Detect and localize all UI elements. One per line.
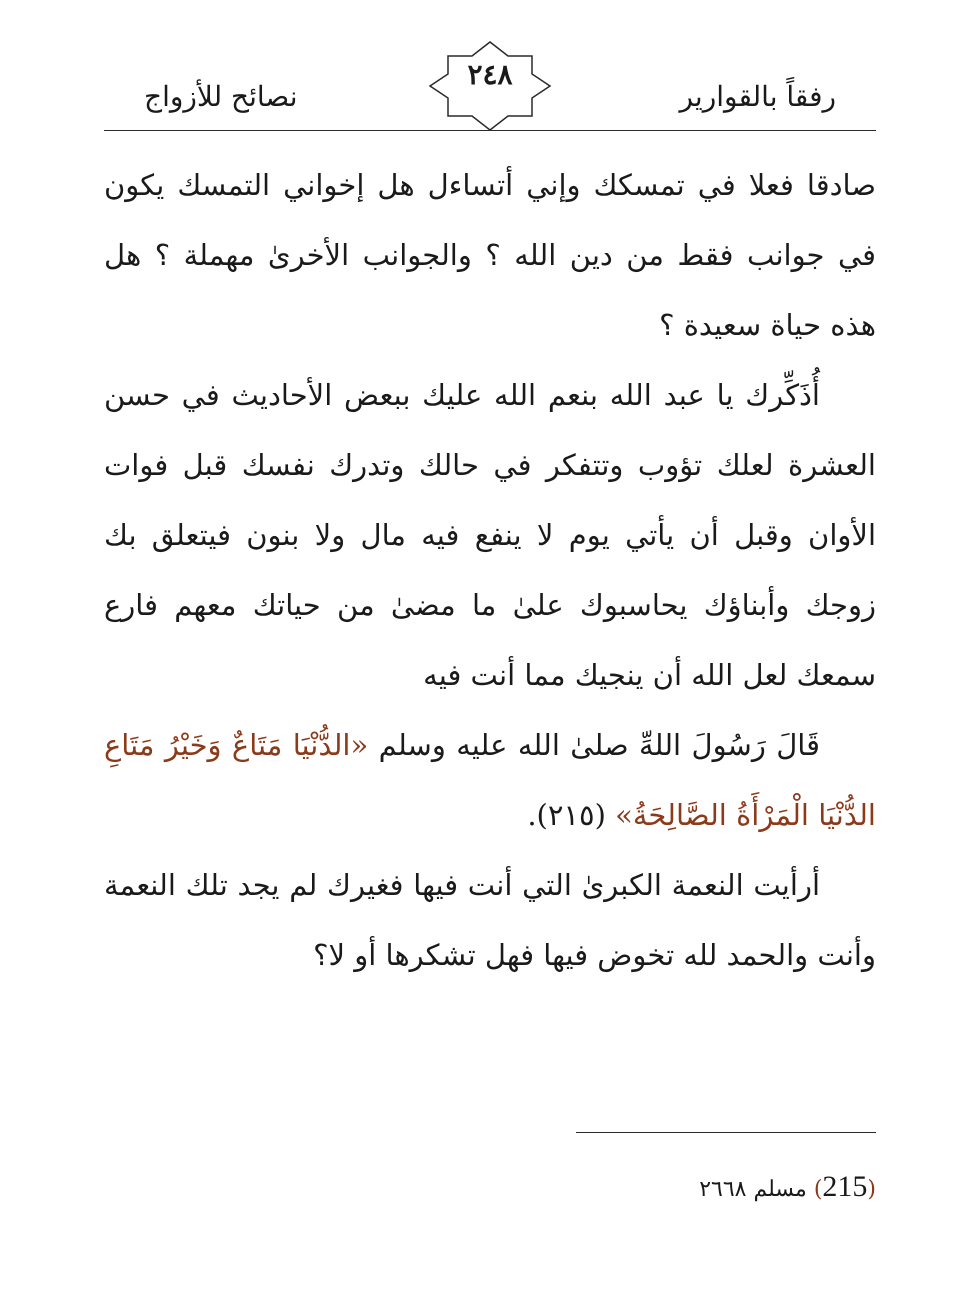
paragraph-3 — [104, 710, 876, 850]
paragraph-1-text: صادقا فعلا في تمسكك وإني أتساءل هل إخواني التمسك يكون في جوانب فقط من دين الله ؟ والجوانب الأخرىٰ مهملة ؟ هل هذه حياة سعيدة ؟ — [104, 168, 876, 342]
footnote-text: مسلم ٢٦٦٨ — [699, 1177, 807, 1202]
footnote — [699, 1170, 876, 1204]
paragraph-4 — [104, 850, 876, 990]
paragraph-1 — [104, 150, 876, 360]
footnote-paren-close: ) — [813, 1177, 823, 1202]
footnote-paren-open: ( — [867, 1177, 876, 1202]
chapter-title: نصائح للأزواج — [144, 80, 298, 113]
footnote-number: 215 — [822, 1170, 868, 1203]
header-divider — [104, 130, 876, 131]
footnote-divider — [576, 1132, 876, 1133]
hadith-quote: «الدُّنْيَا مَتَاعٌ وَخَيْرُ مَتَاعِ الدُّنْيَا الْمَرْأَةُ الصَّالِحَةُ» — [104, 728, 876, 832]
page-header — [104, 40, 876, 132]
paragraph-4-text: أرأيت النعمة الكبرىٰ التي أنت فيها فغيرك لم يجد تلك النعمة وأنت والحمد لله تخوض فيها فهل تشكرها أو لا؟ — [104, 868, 876, 972]
main-text — [104, 150, 876, 990]
paragraph-2-text: أُذَكِّرك يا عبد الله بنعم الله عليك ببعض الأحاديث في حسن العشرة لعلك تؤوب وتتفكر في حالك وتدرك نفسك قبل فوات الأوان وقبل أن يأتي يوم لا ينفع فيه مال ولا بنون فيتعلق بك زوجك وأبناؤك يحاسبوك علىٰ ما مضىٰ من حياتك معهم فارع سمعك لعل الله أن ينجيك مما أنت فيه — [104, 378, 876, 692]
footnote-reference: (٢١٥). — [527, 798, 606, 832]
page-number: ٢٤٨ — [467, 58, 513, 91]
paragraph-2 — [104, 360, 876, 710]
hadith-intro: قَالَ رَسُولَ اللهِّ صلىٰ الله عليه وسلم — [378, 728, 821, 762]
book-title: رفقاً بالقوارير — [679, 80, 836, 113]
